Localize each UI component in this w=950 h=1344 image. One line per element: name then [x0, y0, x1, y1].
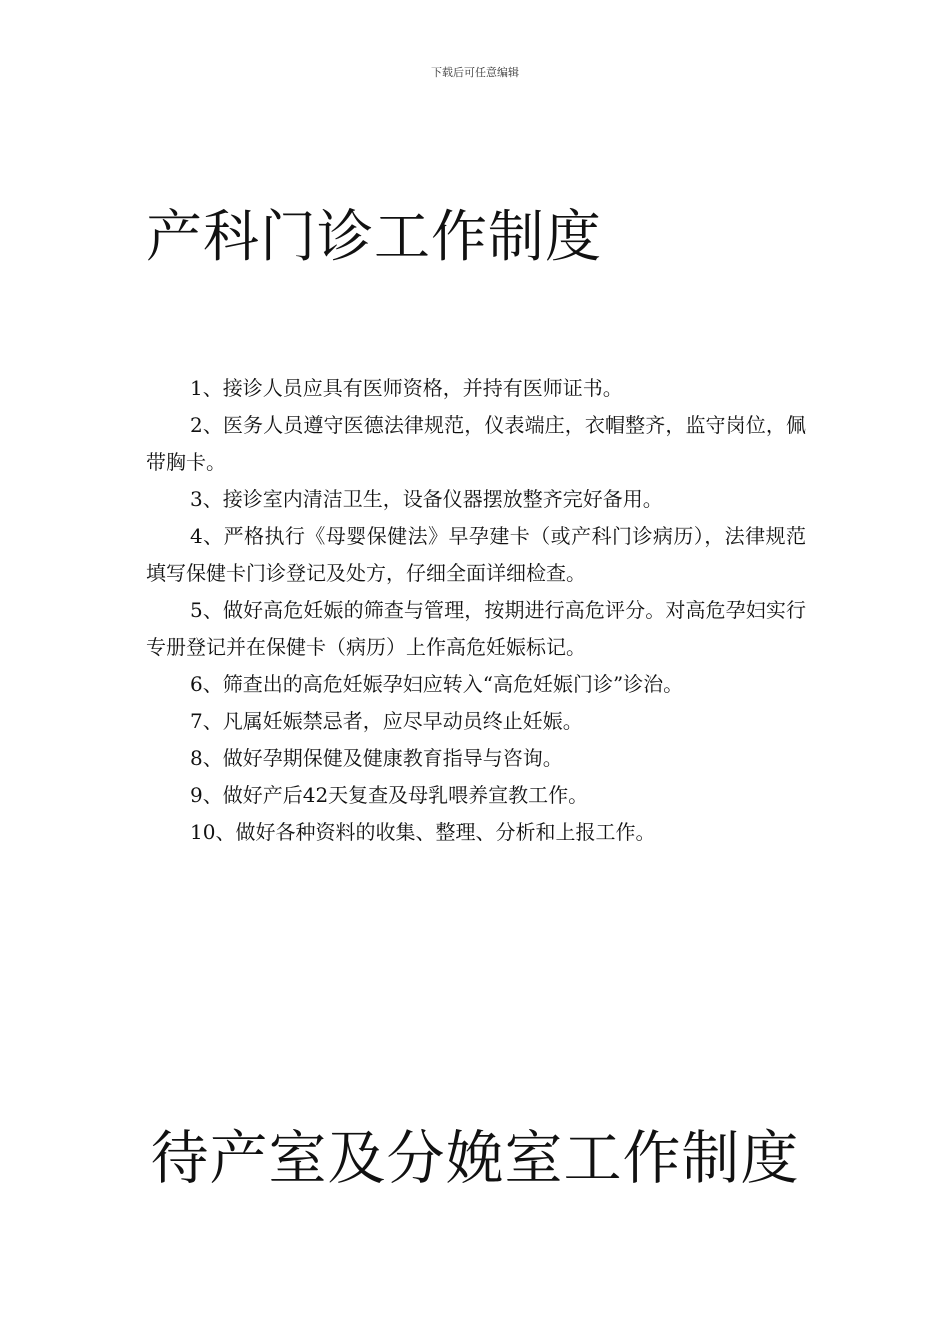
- section-title-outpatient: 产科门诊工作制度: [146, 205, 602, 270]
- rule-item: 9、做好产后42天复查及母乳喂养宣教工作。: [190, 783, 589, 807]
- rule-item: 10、做好各种资料的收集、整理、分析和上报工作。: [190, 820, 656, 844]
- header-note: 下载后可任意编辑: [431, 66, 519, 79]
- rule-item: 3、接诊室内清洁卫生，设备仪器摆放整齐完好备用。: [190, 487, 663, 511]
- rule-item: 5、做好高危妊娠的筛查与管理，按期进行高危评分。对高危孕妇实行专册登记并在保健卡（病历）上作高危妊娠标记。: [146, 598, 806, 659]
- rule-item: 7、凡属妊娠禁忌者，应尽早动员终止妊娠。: [190, 709, 583, 733]
- rule-item: 2、医务人员遵守医德法律规范，仪表端庄，衣帽整齐，监守岗位，佩带胸卡。: [146, 413, 806, 474]
- rules-list: [146, 370, 806, 851]
- rule-item: 6、筛查出的高危妊娠孕妇应转入“高危妊娠门诊”诊治。: [190, 672, 684, 696]
- rule-item: 1、接诊人员应具有医师资格，并持有医师证书。: [190, 376, 623, 400]
- section-title-delivery-room: 待产室及分娩室工作制度: [150, 1124, 800, 1192]
- rule-item: 8、做好孕期保健及健康教育指导与咨询。: [190, 746, 563, 770]
- rule-item: 4、严格执行《母婴保健法》早孕建卡（或产科门诊病历），法律规范填写保健卡门诊登记及处方，仔细全面详细检查。: [146, 524, 806, 585]
